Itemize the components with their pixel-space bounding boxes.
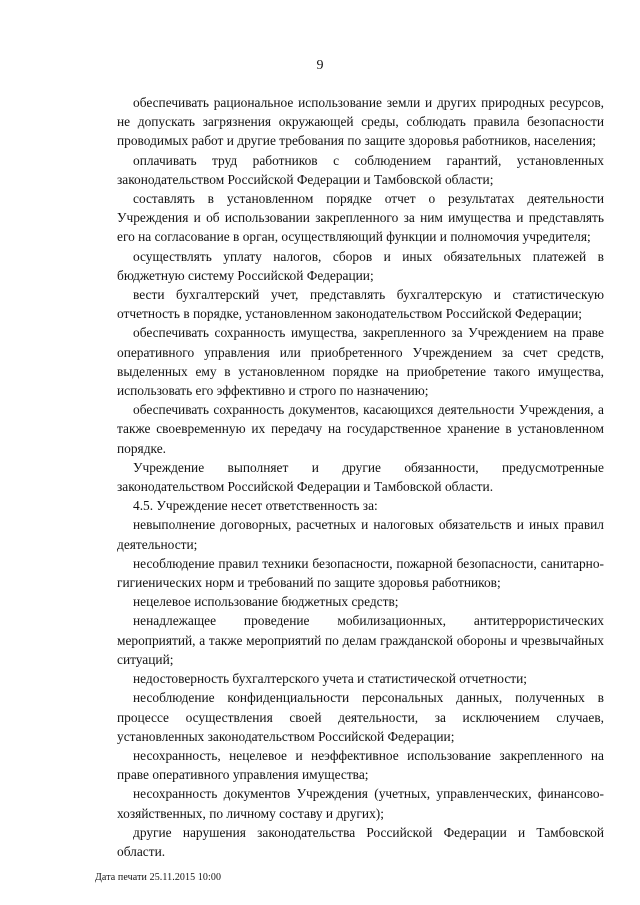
- paragraph: осуществлять уплату налогов, сборов и иных обязательных платежей в бюджетную систему Российской Федерации;: [117, 248, 604, 283]
- section-heading: 4.5. Учреждение несет ответственность за:: [133, 498, 378, 514]
- paragraph: несоблюдение конфиденциальности персональных данных, полученных в процессе осуществления своей деятельности, за исключением случаев, установленных законодательством Российской Федерации;: [117, 690, 604, 744]
- paragraph: обеспечивать рациональное использование земли и других природных ресурсов, не допускать загрязнения окружающей среды, соблюдать правила безопасности проводимых работ и другие требования по защите здоровья работников, населения;: [117, 95, 604, 149]
- paragraph: оплачивать труд работников с соблюдением гарантий, установленных законодательством Российской Федерации и Тамбовской области;: [117, 152, 604, 187]
- paragraph: обеспечивать сохранность документов, касающихся деятельности Учреждения, а также своевременную их передачу на государственное хранение в установленном порядке.: [117, 402, 604, 456]
- print-date-footer: Дата печати 25.11.2015 10:00: [95, 872, 222, 883]
- paragraph: ненадлежащее проведение мобилизационных, антитеррористических мероприятий, а также мероприятий по делам гражданской обороны и чрезвычайных ситуаций;: [117, 613, 604, 667]
- paragraph: недостоверность бухгалтерского учета и статистической отчетности;: [133, 671, 527, 687]
- paragraph: вести бухгалтерский учет, представлять бухгалтерскую и статистическую отчетность в порядке, установленном законодательством Российской Федерации;: [117, 287, 604, 322]
- paragraph: невыполнение договорных, расчетных и налоговых обязательств и иных правил деятельности;: [117, 517, 604, 552]
- paragraph: несоблюдение правил техники безопасности, пожарной безопасности, санитарно-гигиенических норм и требований по защите здоровья работников;: [117, 555, 604, 591]
- document-body: [117, 93, 604, 861]
- paragraph: Учреждение выполняет и другие обязанности, предусмотренные законодательством Российской Федерации и Тамбовской области.: [117, 459, 604, 495]
- paragraph: несохранность документов Учреждения (учетных, управленческих, финансово-хозяйственных, по личному составу и других);: [117, 786, 604, 821]
- paragraph: нецелевое использование бюджетных средств;: [133, 594, 399, 610]
- paragraph: несохранность, нецелевое и неэффективное использование закрепленного на праве оперативного управления имущества;: [117, 747, 604, 783]
- page-number: 9: [316, 58, 324, 73]
- paragraph: составлять в установленном порядке отчет о результатах деятельности Учреждения и об использовании закрепленного за ним имущества и представлять его на согласование в орган, осуществляющий функции и полномочия учредителя;: [117, 191, 604, 245]
- paragraph: другие нарушения законодательства Российской Федерации и Тамбовской области.: [117, 824, 604, 859]
- paragraph: обеспечивать сохранность имущества, закрепленного за Учреждением на праве оперативного управления или приобретенного Учреждением за счет средств, выделенных ему в установленном порядке на приобретение такого имущества, использовать его эффективно и строго по назначению;: [117, 325, 604, 399]
